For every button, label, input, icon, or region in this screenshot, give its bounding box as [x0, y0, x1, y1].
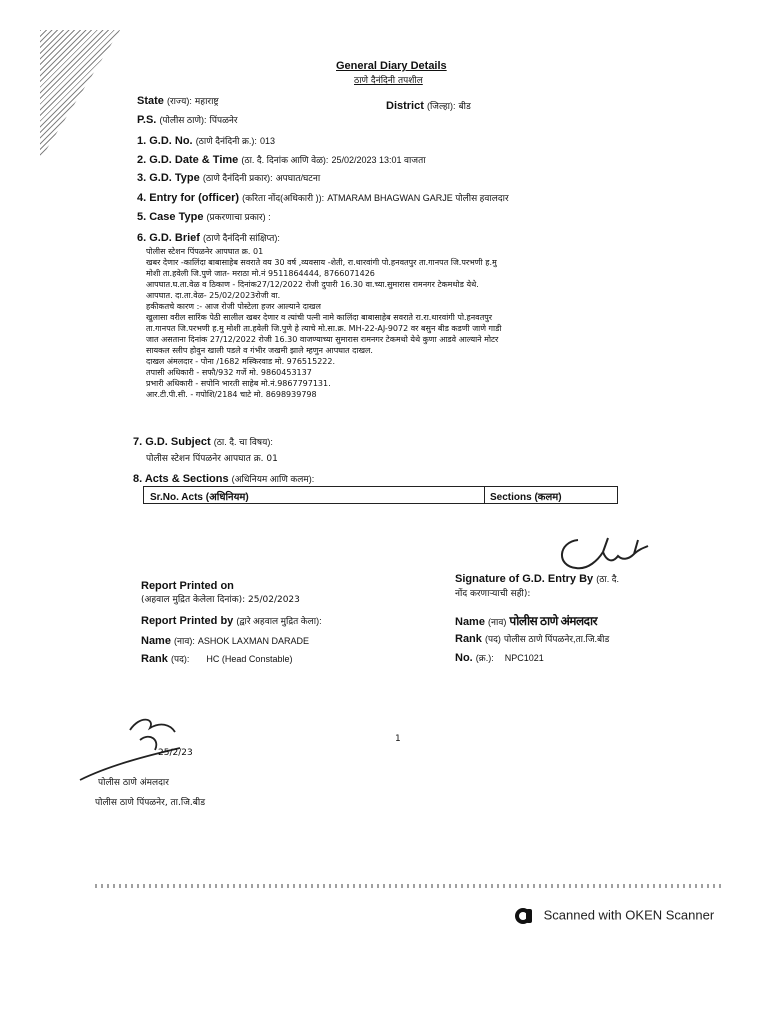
- gd-date-row: [137, 153, 426, 166]
- report-name-value: ASHOK LAXMAN DARADE: [197, 636, 309, 646]
- district-label: District: [386, 100, 424, 112]
- sig-rank-label-mr: (पद): [484, 634, 501, 644]
- sig-no-label: No.: [455, 652, 473, 664]
- printed-by-label: Report Printed by: [141, 615, 234, 627]
- brief-line: आर.टी.पी.सी. - गपोशि/2184 चाटे मो. 8698939798: [146, 390, 317, 399]
- table-header-acts: Sr.No. Acts (अधिनियम): [150, 492, 249, 503]
- signature-label-mr2: नोंद करणाऱ्याची सही):: [455, 589, 531, 599]
- brief-line: खुलासा वरील सारिंक पेठी सालील खबर देणार व त्यांची पत्नी नामे कालिंदा बाबासाहेब सवराते रा.रा.थारवांगी पो.हनवतपुर: [146, 313, 493, 322]
- brief-line: पोलीस स्टेशन पिंपळनेर आपघात क्र. 01: [146, 247, 264, 256]
- scanner-text: Scanned with OKEN Scanner: [543, 907, 715, 923]
- case-type-label-mr: (प्रकरणाचा प्रकार) :: [206, 212, 271, 222]
- subject-row: [133, 435, 273, 448]
- sig-rank-stamp: पोलीस ठाणे पिंपळनेर,ता.जि.बीड: [503, 634, 610, 644]
- signature-label-mr: (ठा. दै.: [596, 574, 620, 584]
- page-subtitle: ठाणे दैनंदिनी तपशील: [354, 76, 423, 86]
- scan-shadow-corner: [40, 30, 120, 160]
- brief-line: दाखल अंमलदार - पोना /1682 मस्किरवाड मो. 976515222.: [146, 357, 336, 366]
- table-divider: [484, 487, 485, 503]
- subject-label: 7. G.D. Subject: [133, 436, 211, 448]
- brief-label: 6. G.D. Brief: [137, 232, 200, 244]
- entry-value: ATMARAM BHAGWAN GARJE पोलीस हवालदार: [327, 193, 509, 203]
- gd-no-row: [137, 134, 275, 147]
- gd-type-row: [137, 171, 320, 184]
- gd-type-value: अपघात/घटना: [275, 173, 321, 183]
- subject-label-mr: (ठा. दै. चा विषय):: [213, 437, 273, 447]
- state-row: [137, 94, 219, 107]
- brief-line: खबर देणार -कालिंदा बाबासाहेब सवराते वय 30 वर्ष ,व्यवसाय -शेती, रा.थारवांगी पो.हनवतपुर ता.गानपत जि.परभणी ह.मु: [146, 258, 497, 267]
- brief-line: प्रभारी अधिकारी - सपोनि भारती साहेब मो.नं.9867797131.: [146, 379, 331, 388]
- sig-name-label-mr: (नाव): [488, 617, 507, 627]
- subject-value: पोलीस स्टेशन पिंपळनेर आपघात क्र. 01: [146, 454, 278, 464]
- ps-label-mr: (पोलीस ठाणे):: [159, 115, 207, 125]
- state-label: State: [137, 95, 164, 107]
- stamp-line-2: पोलीस ठाणे पिंपळनेर, ता.जि.बीड: [95, 798, 206, 808]
- printed-on-value: (अहवाल मुद्रित केलेला दिनांक): 25/02/2023: [141, 595, 300, 605]
- signature-label: Signature of G.D. Entry By: [455, 573, 594, 585]
- gd-no-label-mr: (ठाणे दैनंदिनी क्र.):: [195, 136, 257, 146]
- report-rank-value: HC (Head Constable): [206, 654, 293, 664]
- stamp-date: 25/2/23: [158, 748, 193, 758]
- brief-line: आपघात.घ.ता.वेळ व ठिकाण - दिनांक27/12/2022 रोजी दुपारी 16.30 वा.च्या.सुमारास रामनगर टेकमथोड येथे.: [146, 280, 479, 289]
- sig-rank-label: Rank: [455, 633, 482, 645]
- state-value: महाराष्ट्र: [194, 96, 219, 106]
- brief-line: आपघात. दा.ता.वेळ- 25/02/2023रोजी वा.: [146, 291, 281, 300]
- gd-type-label-mr: (ठाणे दैनंदिनी प्रकार):: [202, 173, 273, 183]
- table-header-sections: Sections (कलम): [490, 492, 562, 503]
- brief-line: जात असताना दिनांक 27/12/2022 रोजी 16.30 वाजण्याच्या सुमारास रामनगर टेकमथो येथे कुणा आडवे आल्याने मोटर: [146, 335, 499, 344]
- page-title: General Diary Details: [336, 60, 447, 72]
- sig-no-label-mr: (क्र.):: [475, 653, 494, 663]
- printed-by-row: [141, 614, 322, 627]
- sig-rank-row: [455, 632, 609, 645]
- gd-date-label: 2. G.D. Date & Time: [137, 154, 239, 166]
- acts-label: 8. Acts & Sections: [133, 473, 229, 485]
- sig-name-label: Name: [455, 616, 485, 628]
- gd-date-label-mr: (ठा. दै. दिनांक आणि वेळ):: [241, 155, 329, 165]
- ps-row: [137, 113, 238, 126]
- ps-label: P.S.: [137, 114, 157, 126]
- printed-on-label: Report Printed on: [141, 580, 234, 592]
- entry-row: [137, 191, 509, 204]
- ps-value: पिंपळनेर: [209, 115, 238, 125]
- scanner-watermark: [514, 906, 714, 926]
- entry-label-mr: (करिता नोंद(अधिकारी )):: [242, 193, 325, 203]
- acts-table: [143, 486, 618, 504]
- signature-label-row: [455, 572, 619, 585]
- page-number: 1: [395, 734, 401, 744]
- report-name-row: [141, 634, 309, 647]
- district-value: बीड: [458, 101, 471, 111]
- state-label-mr: (राज्य):: [166, 96, 192, 106]
- report-rank-label-mr: (पद):: [170, 654, 190, 664]
- acts-label-mr: (अधिनियम आणि कलम):: [231, 474, 315, 484]
- case-type-label: 5. Case Type: [137, 211, 204, 223]
- report-name-label-mr: (नाव):: [174, 636, 195, 646]
- brief-line: हकीकतचे कारण :- आज रोजी पोस्टेला हजर आल्याने दाखल: [146, 302, 321, 311]
- sig-no-row: [455, 651, 544, 664]
- gd-type-label: 3. G.D. Type: [137, 172, 200, 184]
- district-row: [386, 99, 471, 112]
- oken-logo-icon: [514, 906, 534, 926]
- brief-line: सायकल स्लीप होवुन खाली पडले व गंभीर जखमी झाले म्हणुन आपघात दाखल.: [146, 346, 373, 355]
- brief-line: मोशी ता.हवेली जि.पुणे जात- मराठा मो.नं 9511864444, 8766071426: [146, 269, 375, 278]
- brief-text: [146, 246, 502, 400]
- sig-no-value: NPC1021: [504, 653, 544, 663]
- brief-line: तपासी अधिकारी - सफौ/932 गर्जे मो. 9860453137: [146, 368, 312, 377]
- report-name-label: Name: [141, 635, 171, 647]
- report-rank-row: [141, 652, 292, 665]
- stamp-line-1: पोलीस ठाणे अंमलदार: [98, 778, 169, 788]
- sig-name-stamp: पोलीस ठाणे अंमलदार: [509, 614, 597, 628]
- entry-label: 4. Entry for (officer): [137, 192, 240, 204]
- brief-line: ता.गानपत जि.परभणी ह.मु मोशी ता.हवेली जि.पुणे हे त्याचे मो.सा.क्र. MH-22-AJ-9072 वर बसुन बीड कडणी जाणे गाडी: [146, 324, 502, 333]
- gd-no-label: 1. G.D. No.: [137, 135, 193, 147]
- acts-row: [133, 472, 314, 485]
- brief-row: [137, 231, 280, 244]
- district-label-mr: (जिल्हा):: [426, 101, 456, 111]
- report-rank-label: Rank: [141, 653, 168, 665]
- gd-no-value: 013: [259, 136, 275, 146]
- sig-name-row: [455, 612, 597, 629]
- printed-by-label-mr: (द्वारे अहवाल मुद्रित केला):: [236, 616, 322, 626]
- scan-noise-line: [95, 884, 725, 888]
- case-type-row: [137, 210, 271, 223]
- brief-label-mr: (ठाणे दैनंदिनी सांक्षिप्त):: [203, 233, 280, 243]
- officer-signature: [548, 530, 658, 576]
- gd-date-value: 25/02/2023 13:01 वाजता: [331, 155, 426, 165]
